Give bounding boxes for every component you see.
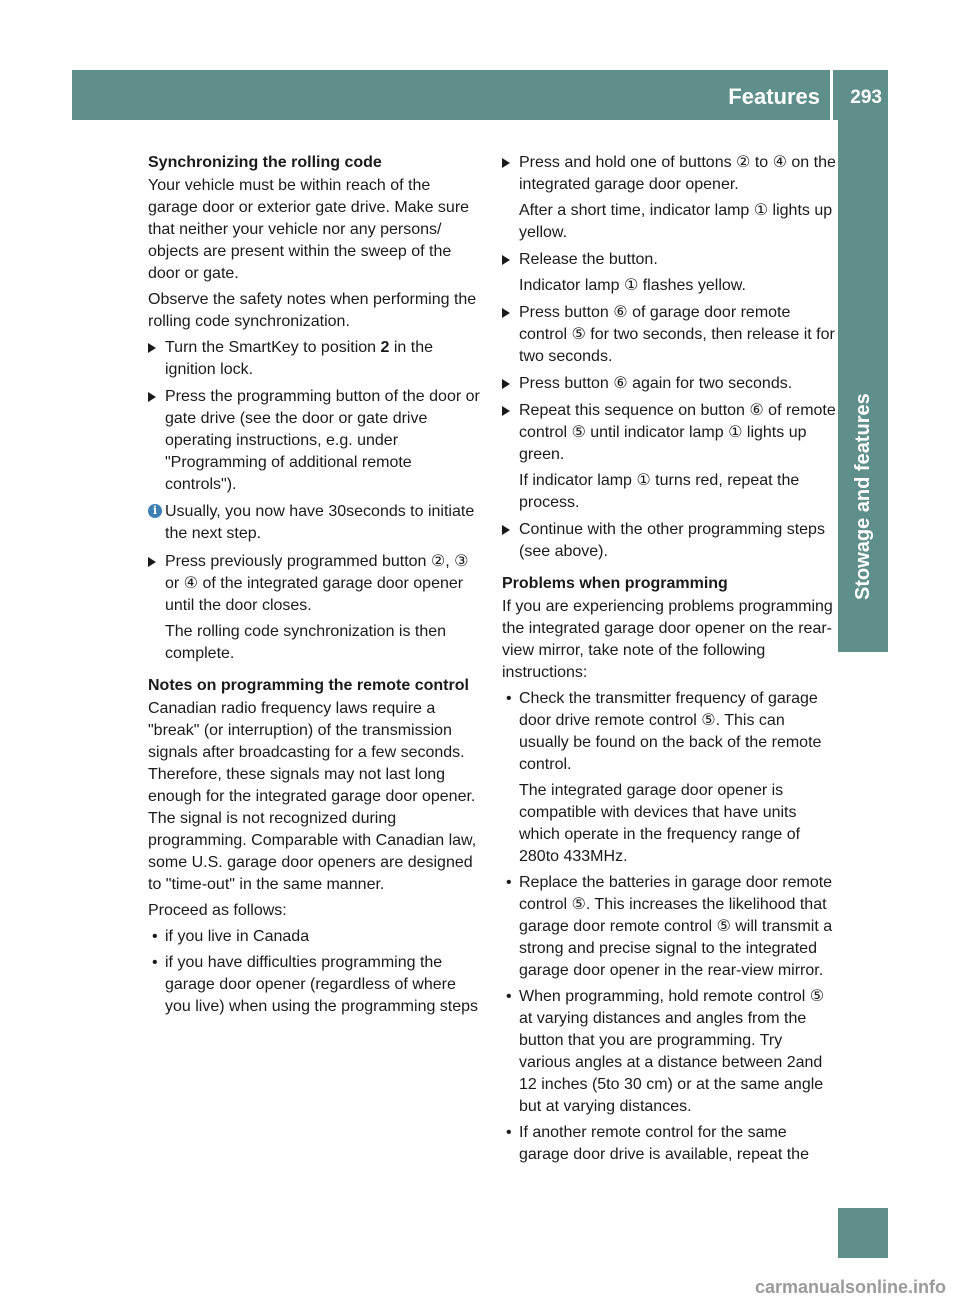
side-tab-label: Stowage and features bbox=[852, 393, 874, 600]
step-arrow-icon bbox=[148, 392, 156, 402]
notes-heading: Notes on programming the remote control bbox=[148, 677, 469, 694]
list-item: • When programming, hold remote control ⑤ at varying distances and angles from the button that you are programming. Try various angles at a distance between 2and 12 inches (5to 30 cm) or at the same angle but at varying distances. bbox=[502, 986, 836, 1118]
notes-paragraph-1: Canadian radio frequency laws require a "break" (or interruption) of the transmission signals after broadcasting for a few seconds. Therefore, these signals may not last long enough for the integrated garage door opener. The signal is not recognized during programming. Comparable with Canadian law, some U.S. garage door openers are designed to "time-out" in the same manner. bbox=[148, 700, 477, 893]
sync-step-2: Press the programming button of the door or gate drive (see the door or gate drive operating instructions, e.g. under "Programming of additional remote controls"). bbox=[148, 386, 484, 496]
list-item: • Replace the batteries in garage door remote control ⑤. This increases the likelihood that garage door remote control ⑤ will transmit a strong and precise signal to the integrated garage door opener in the rear-view mirror. bbox=[502, 872, 836, 982]
sync-step-1: Turn the SmartKey to position 2 in the ignition lock. bbox=[148, 337, 484, 381]
header-bar bbox=[72, 70, 888, 120]
program-step-4: Press button ⑥ again for two seconds. bbox=[502, 373, 836, 395]
step-arrow-icon bbox=[502, 406, 510, 416]
program-step-5: Repeat this sequence on button ⑥ of remote control ⑤ until indicator lamp ① lights up green. If indicator lamp ① turns red, repeat the process. bbox=[502, 400, 836, 514]
program-step-3: Press button ⑥ of garage door remote control ⑤ for two seconds, then release it for two seconds. bbox=[502, 302, 836, 368]
list-item: • if you live in Canada bbox=[148, 926, 484, 948]
step-arrow-icon bbox=[148, 343, 156, 353]
side-marker bbox=[838, 1208, 888, 1258]
sync-step-3: Press previously programmed button ②, ③ or ④ of the integrated garage door opener until the door closes. The rolling code synchronization is then complete. bbox=[148, 551, 484, 665]
sync-heading: Synchronizing the rolling code bbox=[148, 154, 382, 171]
step-arrow-icon bbox=[502, 158, 510, 168]
problems-heading: Problems when programming bbox=[502, 575, 728, 592]
right-column bbox=[502, 152, 836, 1170]
page-number: 293 bbox=[850, 87, 882, 108]
info-note: i Usually, you now have 30seconds to initiate the next step. bbox=[148, 501, 484, 545]
step-arrow-icon bbox=[502, 525, 510, 535]
step-arrow-icon bbox=[148, 557, 156, 567]
step-arrow-icon bbox=[502, 255, 510, 265]
problems-paragraph: If you are experiencing problems programming the integrated garage door opener on the rear-view mirror, take note of the following instructions: bbox=[502, 598, 833, 681]
program-step-2: Release the button. Indicator lamp ① flashes yellow. bbox=[502, 249, 836, 297]
step-arrow-icon bbox=[502, 308, 510, 318]
notes-paragraph-2: Proceed as follows: bbox=[148, 902, 287, 919]
list-item: • if you have difficulties programming the garage door opener (regardless of where you live) when using the programming steps bbox=[148, 952, 484, 1018]
program-step-6: Continue with the other programming steps (see above). bbox=[502, 519, 836, 563]
program-step-1: Press and hold one of buttons ② to ④ on the integrated garage door opener. After a short time, indicator lamp ① lights up yellow. bbox=[502, 152, 836, 244]
header-divider bbox=[830, 70, 833, 120]
sync-paragraph-1: Your vehicle must be within reach of the garage door or exterior gate drive. Make sure that neither your vehicle nor any persons/ objects are present within the sweep of the door or gate. bbox=[148, 177, 470, 282]
list-item: • If another remote control for the same garage door drive is available, repeat the bbox=[502, 1122, 836, 1166]
step-arrow-icon bbox=[502, 379, 510, 389]
sync-paragraph-2: Observe the safety notes when performing the rolling code synchronization. bbox=[148, 291, 477, 330]
list-item: • Check the transmitter frequency of garage door drive remote control ⑤. This can usually be found on the back of the remote control. The integrated garage door opener is compatible with devices that have units which operate in the frequency range of 280to 433MHz. bbox=[502, 688, 836, 868]
watermark: carmanualsonline.info bbox=[754, 1277, 946, 1297]
section-title: Features bbox=[728, 84, 820, 109]
left-column bbox=[148, 152, 484, 1022]
info-icon: i bbox=[148, 504, 162, 518]
